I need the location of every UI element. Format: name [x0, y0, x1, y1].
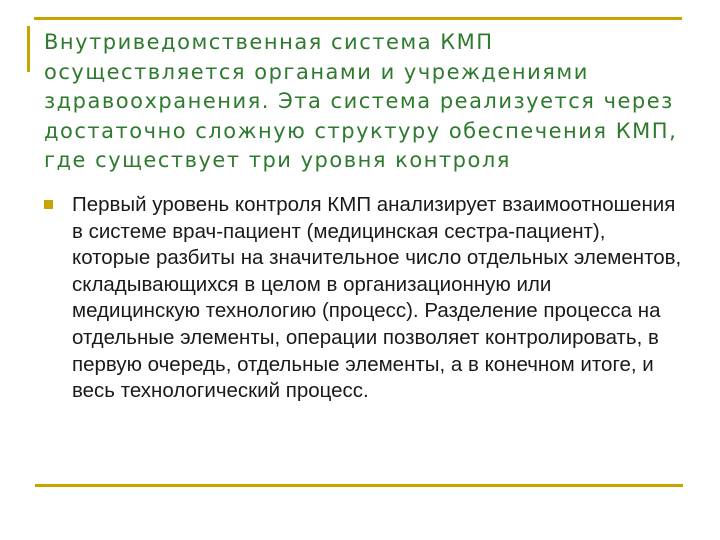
bullet-list [44, 192, 684, 405]
bullet-item [44, 192, 684, 405]
left-accent-rule [27, 26, 30, 72]
square-bullet-icon [44, 200, 53, 209]
slide-title: Внутриведомственная система КМП осуществляется органами и учреждениями здравоохранения. Эта система реализуется через достаточно сложную структуру обеспечения КМП, где существует три уровня контроля [44, 30, 678, 172]
bullet-text: Первый уровень контроля КМП анализирует взаимоотношения в системе врач-пациент (медицинская сестра-пациент), которые разбиты на значительное число отдельных элементов, складывающихся в целом в организационную или медицинскую технологию (процесс). Разделение процесса на отдельные элементы, операции позволяет контролировать, в первую очередь, отдельные элементы, а в конечном итоге, и весь технологический процесс. [72, 193, 682, 403]
top-accent-rule [34, 17, 682, 20]
bottom-accent-rule [35, 484, 683, 487]
